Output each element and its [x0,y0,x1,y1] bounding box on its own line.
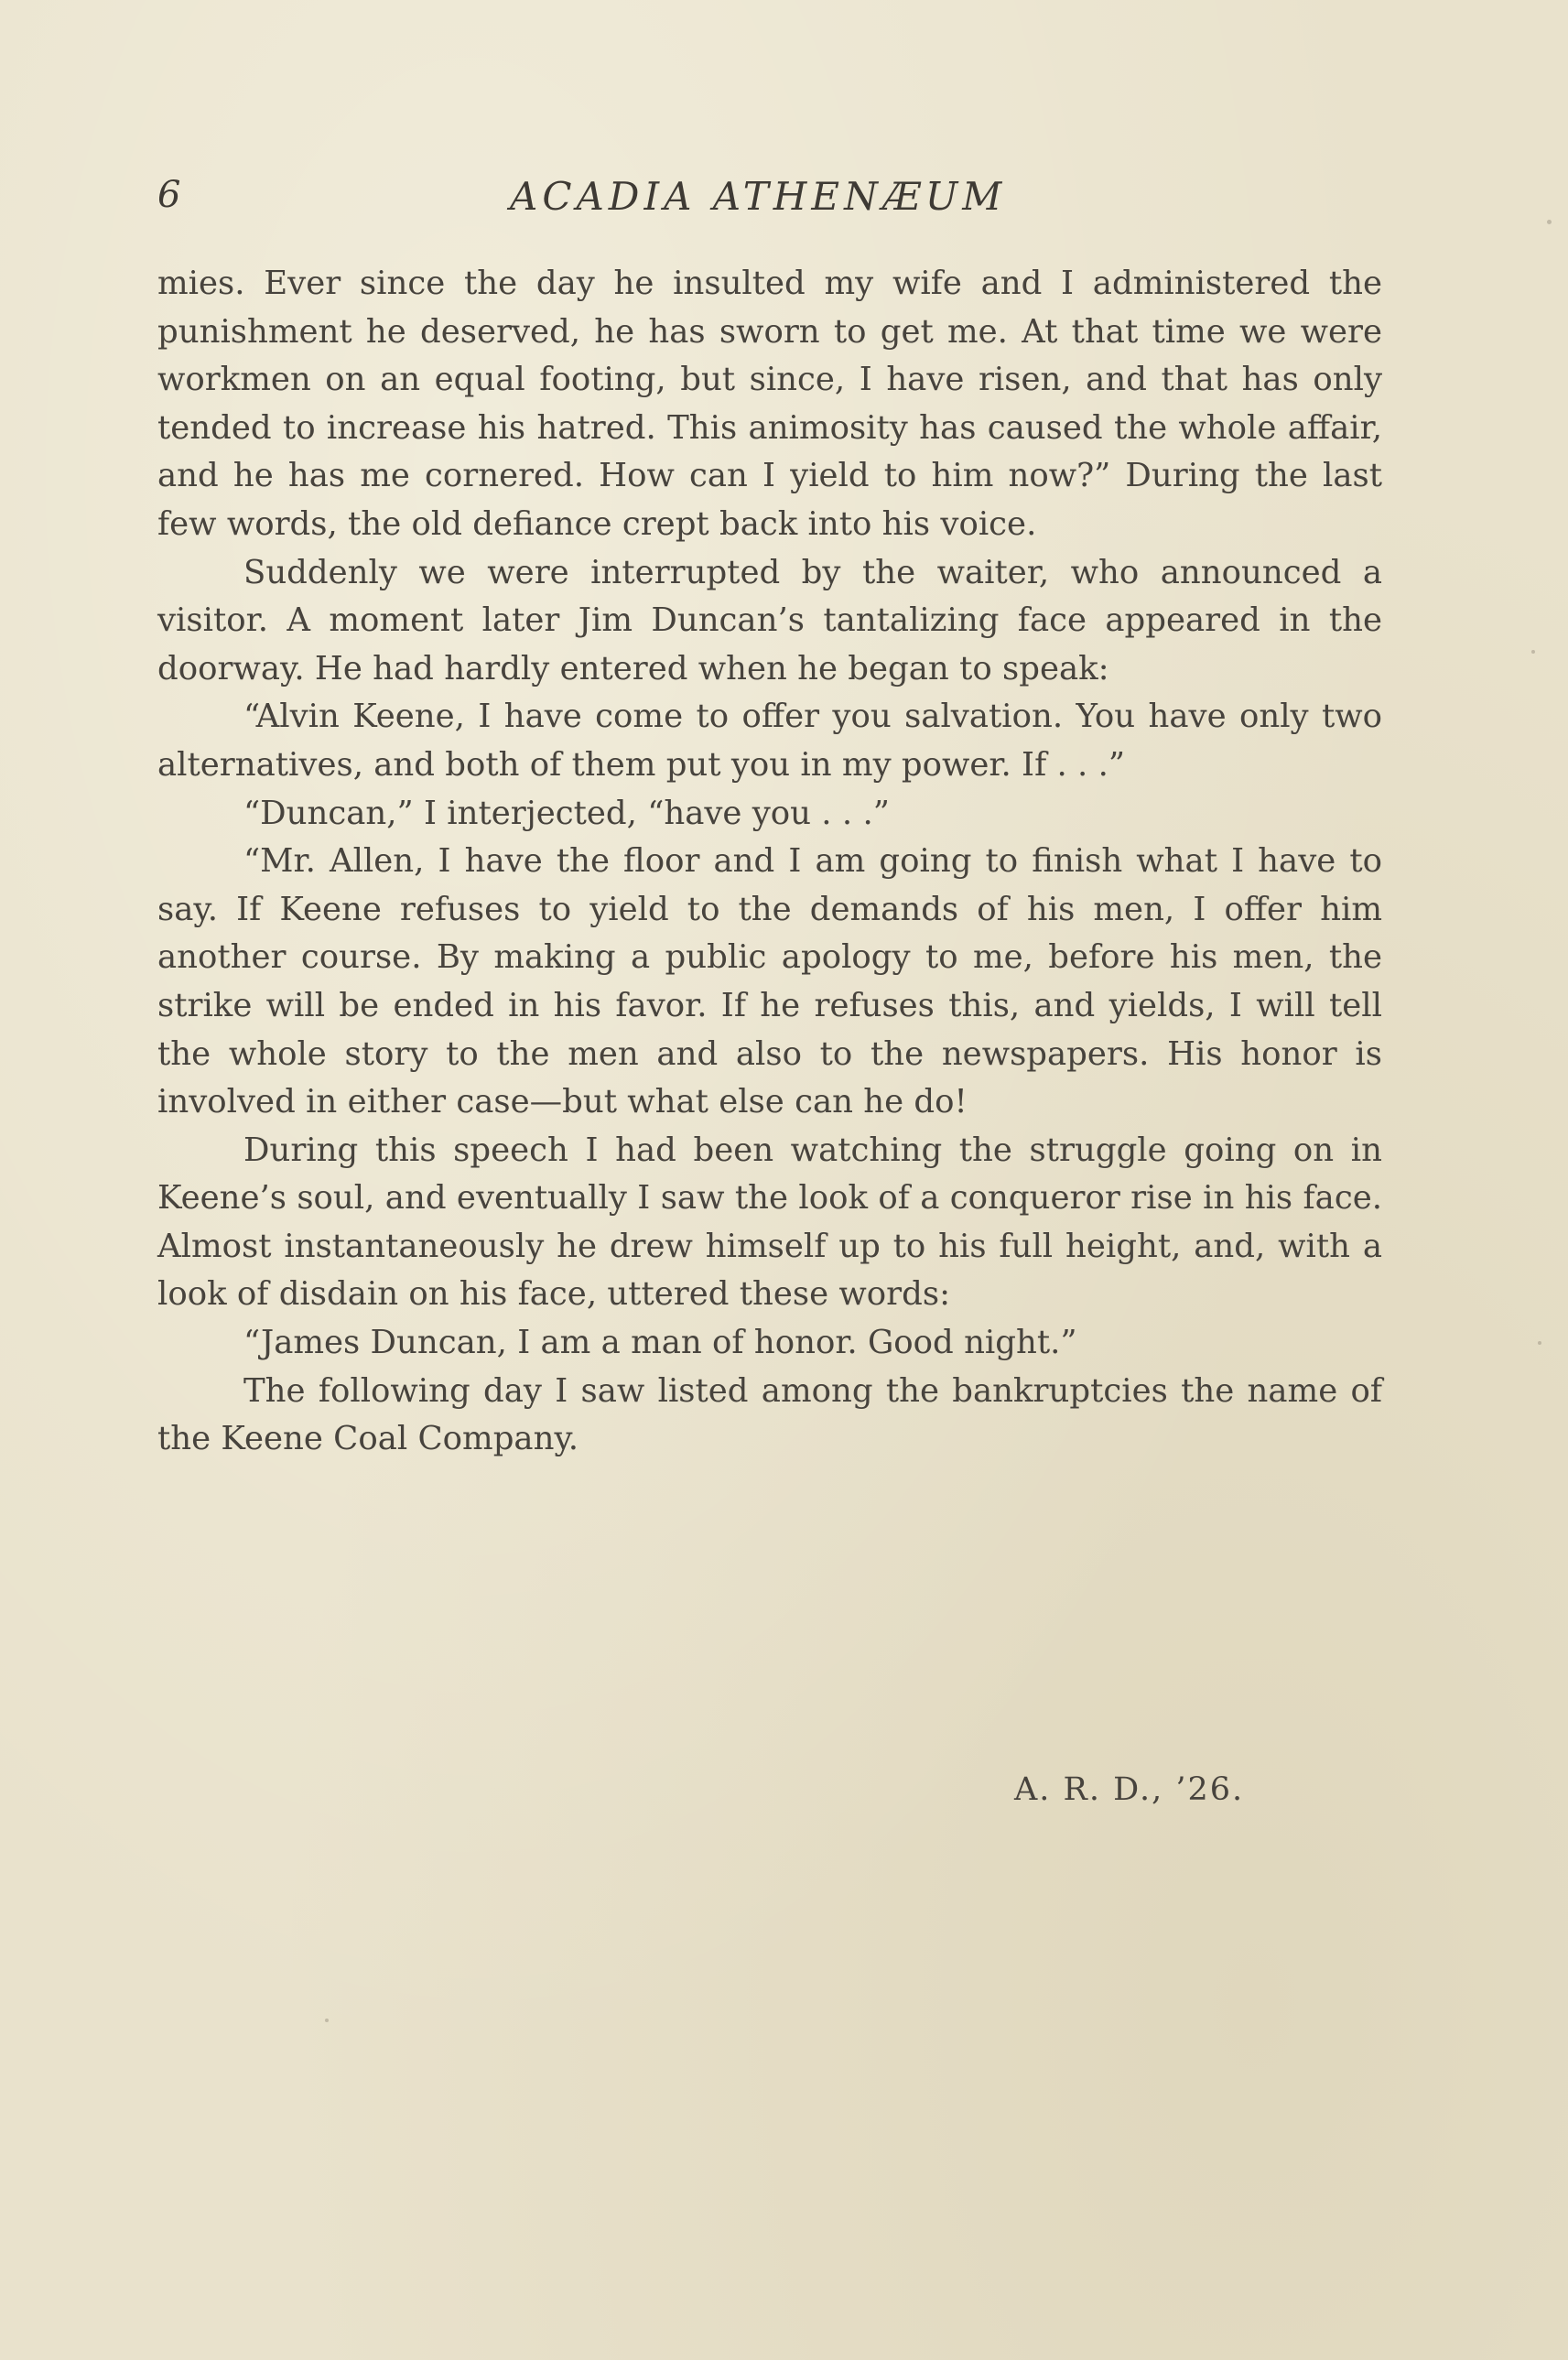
paper-speck [1538,1341,1541,1345]
page-header [157,174,1382,238]
paragraph: “Duncan,” I interjected, “have you . . .” [243,794,890,832]
paper-speck [1547,220,1552,224]
paragraph: Suddenly we were interrupted by the waiter, who announced a visitor. A moment later Jim Duncan’s tantalizing face appeared in the doorway. He had hardly entered when he began to speak: [157,553,1382,687]
paragraph: “James Duncan, I am a man of honor. Good night.” [243,1324,1077,1362]
running-head: ACADIA ATHENÆUM [510,174,1007,219]
paragraph-continued: mies. Ever since the day he insulted my wife and I administered the punishment he deserved, he has sworn to get me. At that time we were workmen on an equal footing, but since, I have risen, and that has only tended to increase his hatred. This animosity has caused the whole affair, and he has me cornered. How can I yield to him now?” During the last few words, the old defiance crept back into his voice. [157,265,1382,543]
paragraph: “Mr. Allen, I have the floor and I am going to finish what I have to say. If Keene refuses to yield to the demands of his men, I offer him another course. By making a public apology to me, before his men, the strike will be ended in his favor. If he refuses this, and yields, I will tell the whole story to the men and also to the newspapers. His honor is involved in either case—but what else can he do! [157,842,1382,1121]
paragraph: The following day I saw listed among the bankruptcies the name of the Keene Coal Company. [157,1371,1382,1458]
paper-speck [1531,650,1535,654]
article-body [157,260,1382,1464]
paragraph: “Alvin Keene, I have come to offer you salvation. You have only two alternatives, and both of them put you in my power. If . . .” [157,698,1382,784]
paragraph: During this speech I had been watching the struggle going on in Keene’s soul, and eventually I saw the look of a conqueror rise in his face. Almost instantaneously he drew himself up to his full height, and, with a look of disdain on his face, uttered these words: [157,1131,1382,1314]
author-signature: A. R. D., ’26. [1014,1771,1245,1808]
paper-speck [325,2019,329,2022]
page-number: 6 [157,174,182,216]
